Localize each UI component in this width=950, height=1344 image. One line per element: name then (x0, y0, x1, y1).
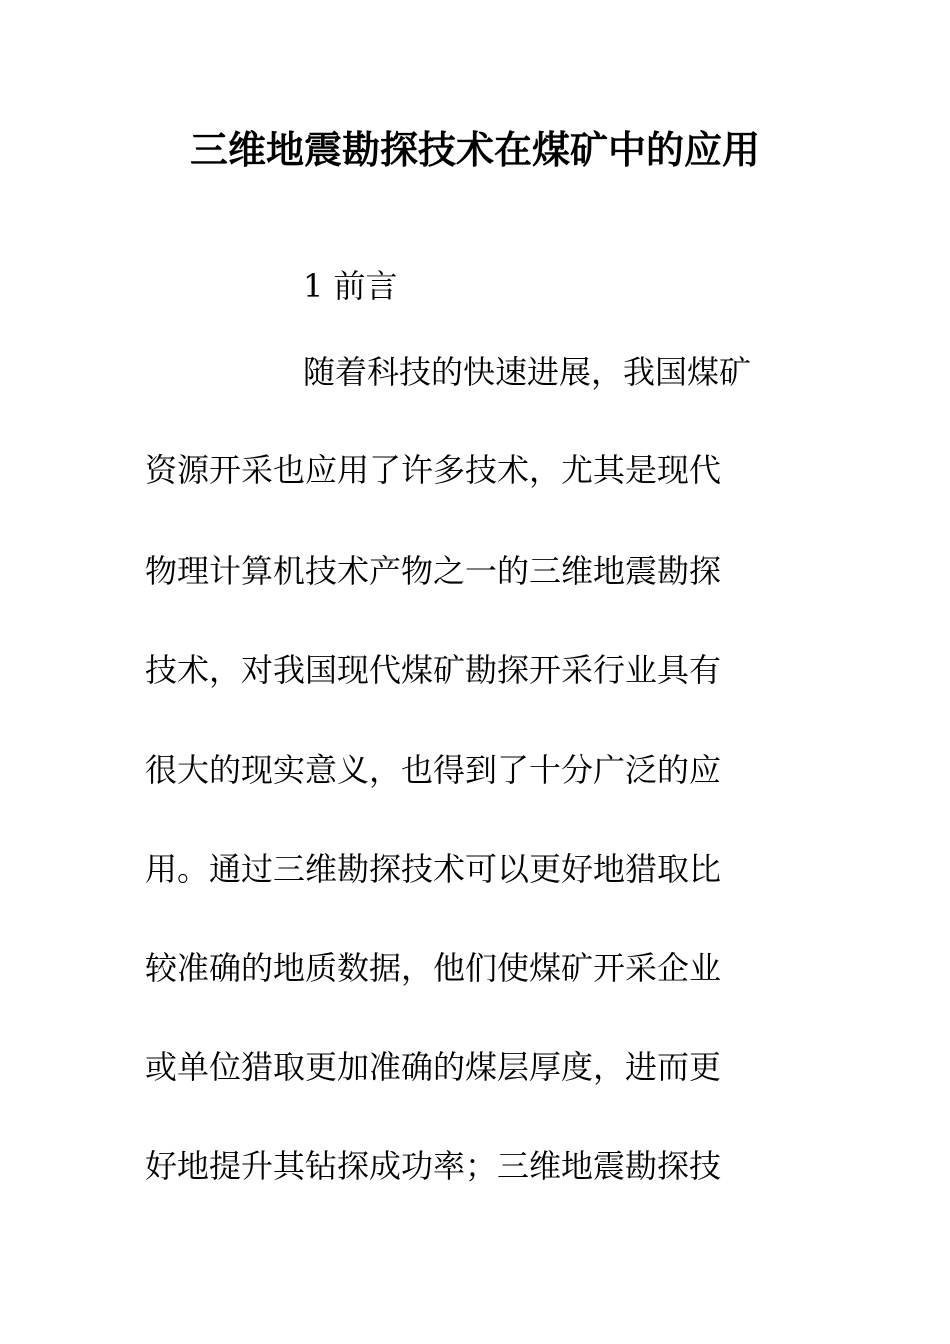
paragraph-line: 或单位猎取更加准确的煤层厚度，进而更 (145, 1048, 722, 1086)
paragraph-line: 技术，对我国现代煤矿勘探开采行业具有 (145, 651, 722, 689)
paragraph-line: 用。通过三维勘探技术可以更好地猎取比 (145, 850, 722, 888)
paragraph-line: 较准确的地质数据，他们使煤矿开采企业 (145, 949, 722, 987)
paragraph-line: 好地提升其钻探成功率；三维地震勘探技 (145, 1147, 722, 1185)
paragraph-line: 物理计算机技术产物之一的三维地震勘探 (145, 552, 722, 590)
section-heading: 1 前言 (303, 267, 398, 305)
paragraph-line: 资源开采也应用了许多技术，尤其是现代 (145, 451, 722, 489)
paragraph-line: 随着科技的快速进展，我国煤矿 (303, 353, 752, 391)
document-title: 三维地震勘探技术在煤矿中的应用 (189, 128, 760, 172)
paragraph-line: 很大的现实意义，也得到了十分广泛的应 (145, 751, 722, 789)
